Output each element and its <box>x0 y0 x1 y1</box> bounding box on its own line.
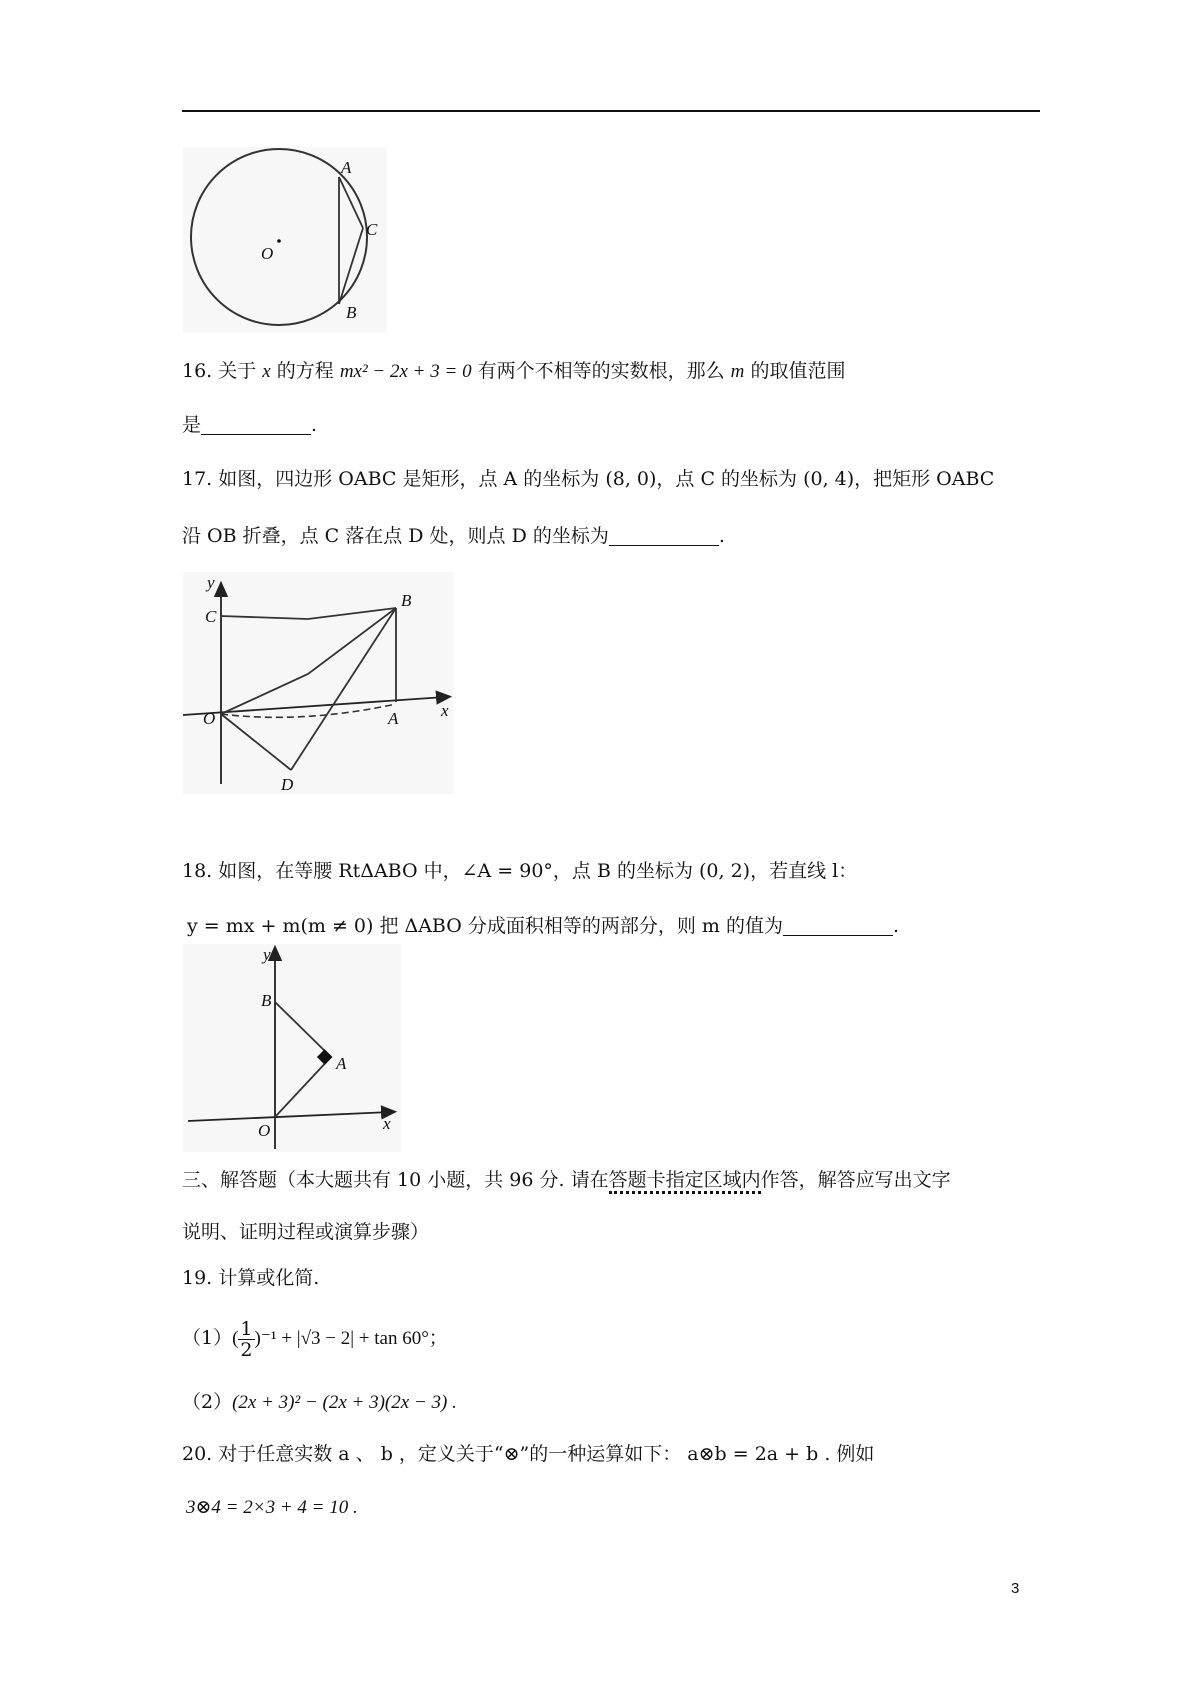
label-a: A <box>336 1054 347 1073</box>
label-c: C <box>205 607 217 626</box>
label-b: B <box>346 303 357 322</box>
q20-line1: 20. 对于任意实数 a 、 b ，定义关于“⊗”的一种运算如下： a⊗b = 2a + b . 例如 <box>182 1443 875 1465</box>
label-y: y <box>263 945 271 964</box>
q18-line2: y = mx + m(m ≠ 0) 把 ΔABO 分成面积相等的两部分，则 m 的值为 . <box>187 915 900 937</box>
rectangle-fold-figure <box>183 572 453 794</box>
label-y: y <box>207 573 215 592</box>
label-b: B <box>261 991 272 1010</box>
q17-line1: 17. 如图，四边形 OABC 是矩形，点 A 的坐标为 (8, 0)，点 C 的坐标为 (0, 4)，把矩形 OABC <box>182 468 995 490</box>
header-rule <box>182 110 1040 112</box>
section3-line2: 说明、证明过程或演算步骤） <box>182 1221 430 1243</box>
label-o: O <box>203 709 216 728</box>
label-o: O <box>261 244 274 263</box>
label-a: A <box>388 709 399 728</box>
q20-line2: 3⊗4 = 2×3 + 4 = 10 . <box>186 1497 358 1518</box>
x-axis <box>188 1112 390 1121</box>
page-number: 3 <box>1011 1580 1020 1597</box>
label-x: x <box>383 1114 391 1133</box>
q17-line2: 沿 OB 折叠，点 C 落在点 D 处，则点 D 的坐标为 . <box>182 525 725 547</box>
circle-figure <box>183 147 387 333</box>
side-od <box>221 714 291 770</box>
answer-blank-17[interactable] <box>609 525 719 546</box>
diagonal-ob <box>221 608 396 714</box>
q19-part2: （2）(2x + 3)² − (2x + 3)(2x − 3) . <box>182 1391 457 1413</box>
segment-bc <box>339 228 363 304</box>
q16-line2: 是 . <box>182 414 318 436</box>
label-c: C <box>366 220 378 239</box>
q18-line1: 18. 如图，在等腰 RtΔABO 中，∠A = 90°，点 B 的坐标为 (0, 2)，若直线 l： <box>182 860 858 882</box>
answer-blank-18[interactable] <box>783 915 893 936</box>
side-db <box>291 608 396 770</box>
fraction-one-half: $\frac{1}{2}$ <box>240 1317 253 1361</box>
label-x: x <box>441 701 449 720</box>
center-dot <box>277 239 281 243</box>
label-o: O <box>258 1121 271 1140</box>
side-cb <box>221 608 396 619</box>
right-angle-mark <box>317 1049 333 1065</box>
side-ba <box>275 1002 331 1057</box>
label-d: D <box>281 775 294 794</box>
q16-line1: 16. 关于 x 的方程 mx² − 2x + 3 = 0 有两个不相等的实数根，那么 m 的取值范围 <box>182 360 846 382</box>
q19-title: 19. 计算或化简. <box>182 1267 320 1289</box>
triangle-figure <box>183 944 401 1152</box>
section3-line1: 三、解答题（本大题共有 10 小题，共 96 分. 请在答题卡指定区域内作答，解答应写出文字 <box>182 1166 951 1194</box>
label-a: A <box>341 158 352 177</box>
side-ao <box>275 1057 331 1117</box>
answer-blank-16[interactable] <box>201 414 311 435</box>
label-b: B <box>401 591 412 610</box>
q19-part1: （1）( $\frac{1}{2}$ )⁻¹ + |√3 − 2| + tan 60°； <box>182 1317 448 1361</box>
x-axis <box>183 697 445 715</box>
